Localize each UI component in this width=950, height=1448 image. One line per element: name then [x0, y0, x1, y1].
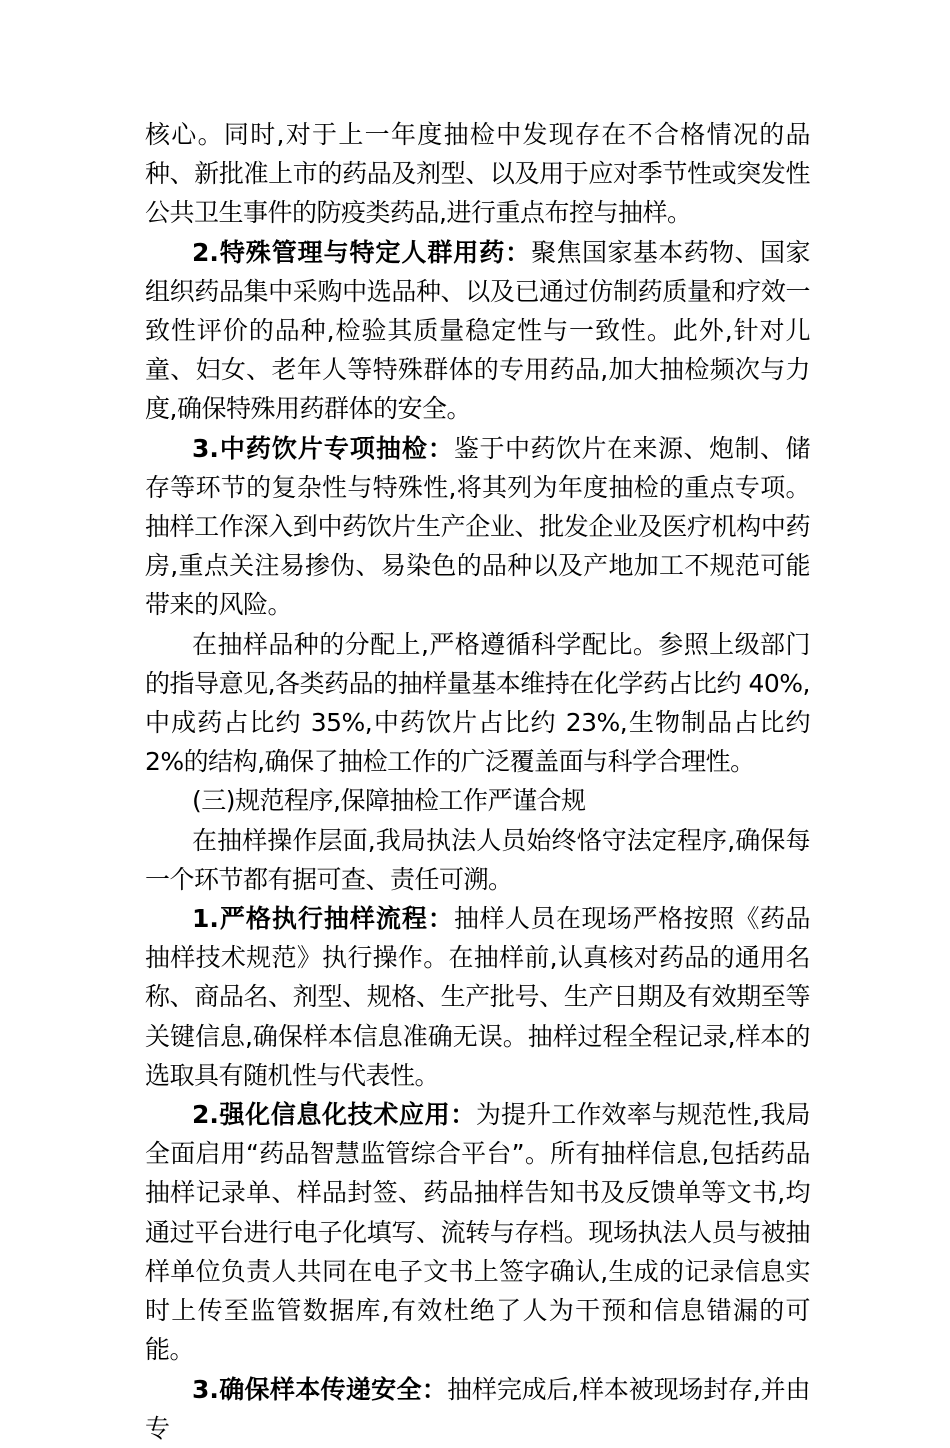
paragraph-text: 为提升工作效率与规范性,我局全面启用“药品智慧监管综合平台”。所有抽样信息,包括药品抽样记录单、样品封签、药品抽样告知书及反馈单等文书,均通过平台进行电子化填写、流转与存档。现场执法人员与被抽样单位负责人共同在电子文书上签字确认,生成的记录信息实时上传至监管数据库,有效杜绝了人为干预和信息错漏的可能。 [145, 1100, 810, 1365]
paragraph-4 [145, 625, 810, 782]
paragraph-9 [145, 1370, 810, 1448]
section-heading [145, 781, 810, 820]
paragraph-text: 聚焦国家基本药物、国家组织药品集中采购中选品种、以及已通过仿制药质量和疗效一致性评价的品种,检验其质量稳定性与一致性。此外,针对儿童、妇女、老年人等特殊群体的专用药品,加大抽检频次与力度,确保特殊用药群体的安全。 [145, 237, 810, 424]
paragraph-2 [145, 233, 810, 429]
paragraph-1 [145, 115, 810, 233]
document-page [145, 115, 810, 1448]
paragraph-text: 鉴于中药饮片在来源、炮制、储存等环节的复杂性与特殊性,将其列为年度抽检的重点专项。抽样工作深入到中药饮片生产企业、批发企业及医疗机构中药房,重点关注易掺伪、易染色的品种以及产地加工不规范可能带来的风险。 [145, 433, 810, 620]
paragraph-text: 抽样人员在现场严格按照《药品抽样技术规范》执行操作。在抽样前,认真核对药品的通用名称、商品名、剂型、规格、生产批号、生产日期及有效期至等关键信息,确保样本信息准确无误。抽样过程全程记录,样本的选取具有随机性与代表性。 [145, 904, 810, 1090]
paragraph-text: 核心。同时,对于上一年度抽检中发现存在不合格情况的品种、新批准上市的药品及剂型、以及用于应对季节性或突发性公共卫生事件的防疫类药品,进行重点布控与抽样。 [145, 120, 810, 228]
paragraph-text: 在抽样操作层面,我局执法人员始终恪守法定程序,确保每一个环节都有据可查、责任可溯。 [145, 825, 810, 894]
paragraph-text: 抽样完成后,样本被现场封存,并由专 [145, 1374, 810, 1443]
paragraph-3 [145, 429, 810, 625]
paragraph-lead: 1.严格执行抽样流程： [192, 904, 454, 934]
paragraph-lead: 3.中药饮片专项抽检： [192, 433, 454, 463]
paragraph-6 [145, 821, 810, 899]
paragraph-8 [145, 1095, 810, 1369]
paragraph-7 [145, 899, 810, 1095]
paragraph-lead: 3.确保样本传递安全： [192, 1374, 448, 1404]
paragraph-text: 在抽样品种的分配上,严格遵循科学配比。参照上级部门的指导意见,各类药品的抽样量基本维持在化学药占比约 40%,中成药占比约 35%,中药饮片占比约 23%,生物制品占比约 2%的结构,确保了抽检工作的广泛覆盖面与科学合理性。 [145, 629, 810, 777]
paragraph-lead: 2.强化信息化技术应用： [192, 1100, 476, 1130]
paragraph-lead: 2.特殊管理与特定人群用药： [192, 237, 532, 267]
paragraph-text: (三)规范程序,保障抽检工作严谨合规 [192, 786, 586, 816]
